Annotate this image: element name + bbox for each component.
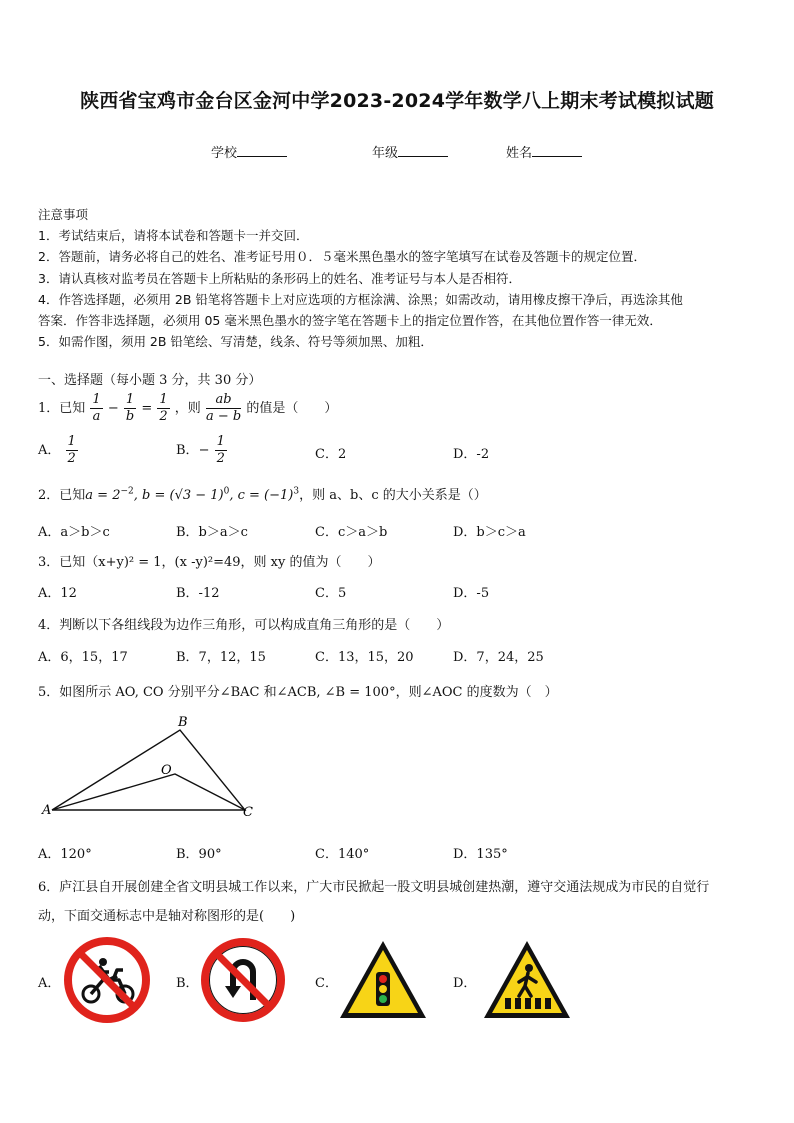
denominator: a − b <box>205 409 242 424</box>
denominator: 2 <box>216 451 225 466</box>
q1-prefix: 1．已知 <box>38 401 86 416</box>
name-blank[interactable] <box>532 144 582 157</box>
note-item: 1．考试结束后，请将本试卷和答题卡一并交回． <box>38 228 309 244</box>
option-b[interactable]: B．b＞a＞c <box>176 525 248 540</box>
fraction <box>157 392 169 425</box>
option-d-label[interactable]: D． <box>453 976 477 991</box>
page-title: 陕西省宝鸡市金台区金河中学2023-2024学年数学八上期末考试模拟试题 <box>80 90 714 112</box>
minus-sign: − <box>198 443 210 458</box>
option-d[interactable]: D．-5 <box>453 586 490 601</box>
note-item: 2．答题前，请务必将自己的姓名、准考证号用０．５毫米黑色墨水的签字笔填写在试卷及答题卡的规定位置． <box>38 249 646 265</box>
option-b-label[interactable]: B． <box>176 976 199 991</box>
option-b[interactable]: B．-12 <box>176 586 220 601</box>
question-4-stem: 4．判断以下各组线段为边作三角形，可以构成直角三角形的是（ ） <box>38 618 450 633</box>
option-a[interactable]: A．120° <box>38 847 92 862</box>
q2-prefix: 2．已知 <box>38 488 86 503</box>
question-2-stem <box>38 484 487 503</box>
exponent: 0 <box>223 486 230 497</box>
note-item: 5．如需作图，须用 2B 铅笔绘、写清楚，线条、符号等须加黑、加粗． <box>38 334 433 350</box>
numerator: ab <box>206 392 241 409</box>
grade-label: 年级 <box>372 146 399 161</box>
minus-sign: − <box>107 401 119 416</box>
traffic-light-warning-sign-icon[interactable] <box>337 938 429 1022</box>
option-b[interactable]: B．90° <box>176 847 222 862</box>
fraction <box>66 434 78 467</box>
school-field[interactable] <box>211 142 287 161</box>
note-item: 4．作答选择题，必须用 2B 铅笔将答题卡上对应选项的方框涂满、涂黑；如需改动，请用橡皮擦干净后，再选涂其他 <box>38 291 683 307</box>
no-u-turn-sign-icon[interactable] <box>201 938 285 1022</box>
option-c[interactable]: C．c＞a＞b <box>315 525 388 540</box>
option-label: A． <box>38 443 61 458</box>
option-c[interactable]: C．2 <box>315 447 347 462</box>
option-b[interactable] <box>176 434 228 467</box>
numerator: 1 <box>216 434 225 449</box>
question-5-stem: 5．如图所示 AO, CO 分别平分∠BAC 和∠ACB, ∠B = 100°，则∠AOC 的度数为（ ） <box>38 685 558 700</box>
triangle-figure <box>40 712 270 822</box>
option-d[interactable]: D．b＞c＞a <box>453 525 526 540</box>
option-c[interactable]: C．5 <box>315 586 347 601</box>
q1-mid: ，则 <box>174 401 201 416</box>
fraction <box>215 434 227 467</box>
denominator: a <box>92 409 101 424</box>
notes-section <box>38 204 683 352</box>
notes-heading: 注意事项 <box>38 207 89 222</box>
equals-sign: = <box>141 401 153 416</box>
numerator: 1 <box>67 434 76 449</box>
pedestrian-crossing-warning-sign-icon[interactable] <box>481 938 573 1022</box>
name-field[interactable] <box>506 142 582 161</box>
exponent: 3 <box>293 486 300 497</box>
q2-expression: a = 2 <box>85 488 121 503</box>
question-1-stem <box>38 392 337 425</box>
q1-suffix: 的值是（ ） <box>246 401 338 416</box>
no-motorcycle-sign-icon[interactable] <box>63 936 151 1024</box>
numerator: 1 <box>125 392 135 407</box>
option-d[interactable]: D．-2 <box>453 447 490 462</box>
note-item: 3．请认真核对监考员在答题卡上所粘贴的条形码上的姓名、准考证号与本人是否相符． <box>38 270 521 286</box>
denominator: b <box>125 409 135 424</box>
option-d[interactable]: D．135° <box>453 847 508 862</box>
option-a-label[interactable]: A． <box>38 976 61 991</box>
q2-expression: , c = (−1) <box>229 488 294 503</box>
option-a[interactable] <box>38 434 79 467</box>
label-b: B <box>178 715 188 730</box>
name-label: 姓名 <box>506 146 533 161</box>
denominator: 2 <box>159 409 168 424</box>
q2-tail: ，则 a、b、c 的大小关系是（） <box>299 488 487 503</box>
grade-blank[interactable] <box>398 144 448 157</box>
option-b[interactable]: B．7，12，15 <box>176 650 266 665</box>
q2-expression: , b = (√3 − 1) <box>133 488 224 503</box>
denominator: 2 <box>67 451 76 466</box>
fraction <box>206 392 241 425</box>
option-c[interactable]: C．140° <box>315 847 370 862</box>
exponent: −2 <box>120 486 134 497</box>
section-heading: 一、选择题（每小题 3 分，共 30 分） <box>38 373 262 388</box>
fraction <box>90 392 102 425</box>
numerator: 1 <box>159 392 168 407</box>
option-a[interactable]: A．6，15，17 <box>38 650 128 665</box>
option-a[interactable]: A．12 <box>38 586 77 601</box>
numerator: 1 <box>92 392 101 407</box>
triangle-abc <box>52 730 245 810</box>
school-label: 学校 <box>211 146 238 161</box>
question-6-stem-line1: 6．庐江县自开展创建全省文明县城工作以来，广大市民掀起一股文明县城创建热潮，遵守交通法规成为市民的自觉行 <box>38 880 710 895</box>
option-d[interactable]: D．7，24，25 <box>453 650 544 665</box>
fraction <box>124 392 136 425</box>
question-3-stem: 3．已知（x+y)² = 1，(x -y)²=49，则 xy 的值为（ ） <box>38 555 381 570</box>
note-item: 答案．作答非选择题，必须用 05 毫米黑色墨水的签字笔在答题卡上的指定位置作答，在其他位置作答一律无效． <box>38 313 662 329</box>
grade-field[interactable] <box>372 142 448 161</box>
question-6-stem-line2: 动，下面交通标志中是轴对称图形的是( ) <box>38 909 296 924</box>
option-a[interactable]: A．a＞b＞c <box>38 525 110 540</box>
school-blank[interactable] <box>237 144 287 157</box>
option-label: B． <box>176 443 199 458</box>
option-c[interactable]: C．13，15，20 <box>315 650 414 665</box>
label-a: A <box>42 803 52 818</box>
label-o: O <box>161 763 172 778</box>
option-c-label[interactable]: C． <box>315 976 338 991</box>
label-c: C <box>243 805 253 820</box>
